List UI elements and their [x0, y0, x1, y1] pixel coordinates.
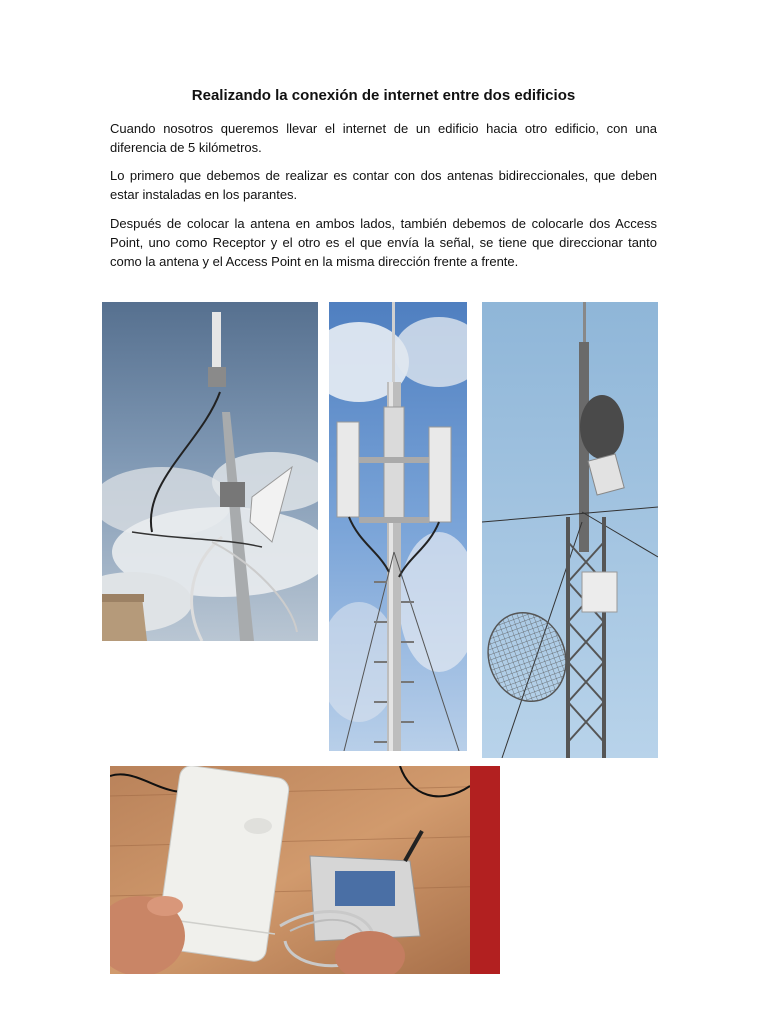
- paragraph-3: Después de colocar la antena en ambos lados, también debemos de colocarle dos Access Point, uno como Receptor y el otro es el que envía la señal, se tiene que direccionar tanto como la antena y el Access Point en la misma dirección frente a frente.: [110, 216, 657, 269]
- photo-cellular-tower: [329, 302, 467, 751]
- paragraph-1: Cuando nosotros queremos llevar el internet de un edificio hacia otro edificio, con una diferencia de 5 kilómetros.: [110, 121, 657, 155]
- photo-access-point-router: [110, 766, 500, 974]
- photo-omni-antenna-mast: [102, 302, 318, 641]
- paragraph-2: Lo primero que debemos de realizar es contar con dos antenas bidireccionales, que deben estar instaladas en los parantes.: [110, 168, 657, 202]
- page-title: Realizando la conexión de internet entre dos edificios: [191, 87, 576, 104]
- photo-lattice-tower-grid-antenna: [482, 302, 658, 758]
